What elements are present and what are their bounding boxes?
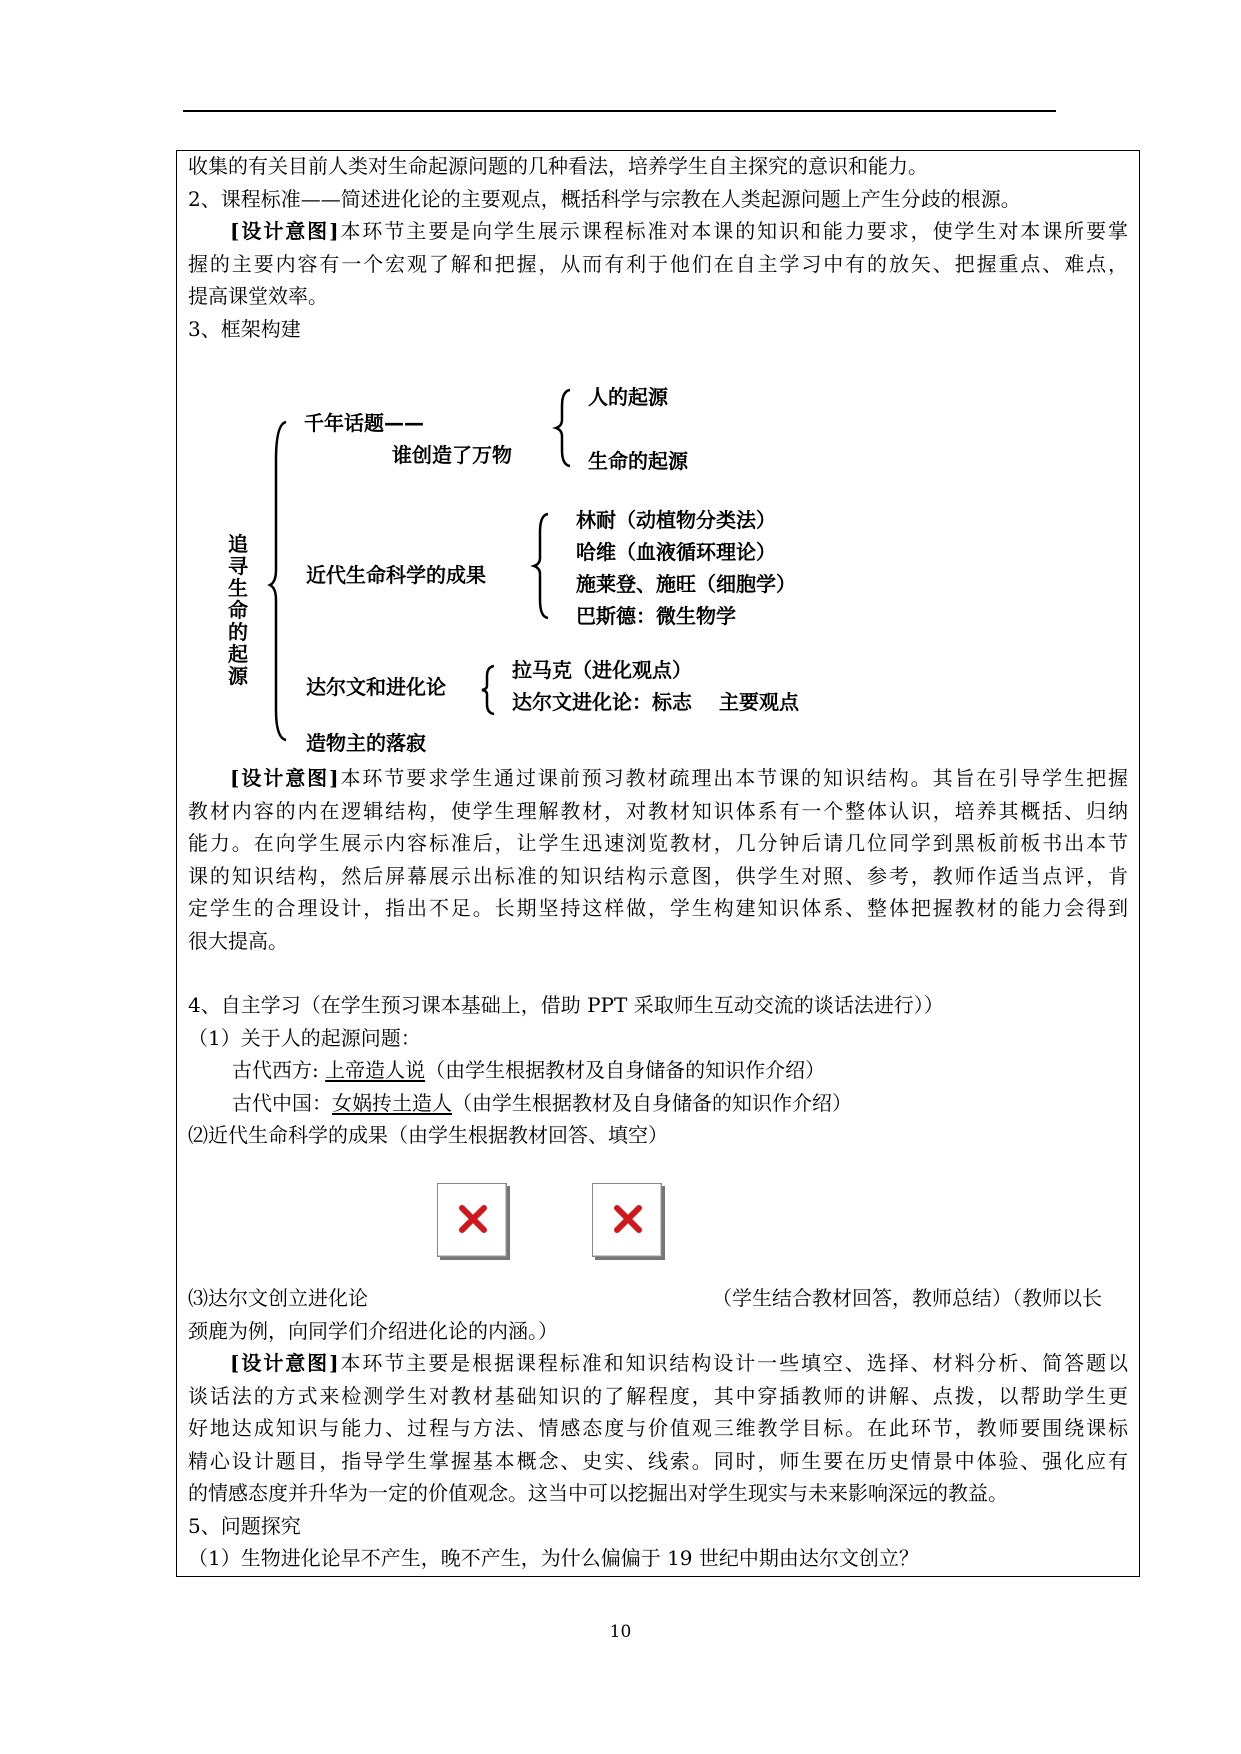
paragraph-line: 的情感态度并升华为一定的价值观念。这当中可以挖掘出对学生现实与未来影响深远的教益。 — [188, 1481, 1008, 1505]
question-line: ⑶达尔文创立进化论 — [188, 1286, 368, 1310]
design-intent-paragraph: [设计意图]本环节主要是向学生展示课程标准对本课的知识和能力要求，使学生对本课所要掌 — [230, 219, 1128, 243]
header-rule — [183, 110, 1056, 112]
answer-line-china: 古代中国：女娲抟土造人（由学生根据教材及自身储备的知识作介绍） — [232, 1091, 852, 1115]
paragraph-line: 收集的有关目前人类对生命起源问题的几种看法，培养学生自主探究的意识和能力。 — [188, 154, 928, 178]
brace-icon — [534, 512, 552, 620]
leaf-life-origin: 生命的起源 — [588, 449, 688, 473]
paragraph-line: 好地达成知识与能力、过程与方法、情感态度与价值观三维教学目标。在此环节，教师要围绕课标 — [188, 1416, 1128, 1440]
brace-icon — [556, 388, 574, 468]
broken-image-icon — [612, 1203, 644, 1235]
diagram-root-label: 追 寻 生 命 的 起 源 — [228, 532, 248, 688]
question-line: ⑵近代生命科学的成果（由学生根据教材回答、填空） — [188, 1123, 668, 1147]
leaf-human-origin: 人的起源 — [588, 385, 668, 409]
paragraph-line: 教材内容的内在逻辑结构，使学生理解教材，对教材知识体系有一个整体认识，培养其概括、归纳 — [188, 799, 1128, 823]
paragraph-line: 定学生的合理设计，指出不足。长期坚持这样做，学生构建知识体系、整体把握教材的能力会得到 — [188, 896, 1128, 920]
leaf-pasteur: 巴斯德：微生物学 — [576, 604, 736, 628]
section-heading: 4、自主学习（在学生预习课本基础上，借助 PPT 采取师生互动交流的谈话法进行）） — [188, 993, 944, 1017]
design-intent-paragraph: [设计意图]本环节主要是根据课程标准和知识结构设计一些填空、选择、材料分析、简答题以 — [230, 1351, 1128, 1375]
design-intent-paragraph: [设计意图]本环节要求学生通过课前预习教材疏理出本节课的知识结构。其旨在引导学生把握 — [230, 766, 1128, 790]
leaf-lamarck: 拉马克（进化观点） — [512, 658, 692, 682]
leaf-darwin-theory: 达尔文进化论：标志 主要观点 — [512, 690, 799, 714]
paragraph-line: 握的主要内容有一个宏观了解和把握，从而有利于他们在自主学习中有的放矢、把握重点、难点， — [188, 252, 1128, 276]
broken-image-placeholder — [592, 1183, 662, 1257]
paragraph-line: 谈话法的方式来检测学生对教材基础知识的了解程度，其中穿插教师的讲解、点拨，以帮助学生更 — [188, 1384, 1128, 1408]
answer-line-west: 古代西方: 上帝造人说（由学生根据教材及自身储备的知识作介绍） — [232, 1058, 826, 1082]
branch-darwin-evolution: 达尔文和进化论 — [306, 675, 446, 699]
leaf-schleiden-schwann: 施莱登、施旺（细胞学） — [576, 572, 796, 596]
branch-modern-life-science: 近代生命科学的成果 — [306, 563, 486, 587]
design-intent-tag: [设计意图] — [230, 219, 339, 243]
branch-who-created: 谁创造了万物 — [392, 443, 512, 467]
section-heading: 5、问题探究 — [188, 1514, 301, 1538]
answer-blank-china: 女娲抟土造人 — [332, 1091, 452, 1115]
paragraph-line: 能力。在向学生展示内容标准后，让学生迅速浏览教材，几分钟后请几位同学到黑板前板书出本节 — [188, 831, 1128, 855]
big-brace-icon — [270, 420, 290, 740]
question-line: （1）生物进化论早不产生，晚不产生，为什么偏偏于 19 世纪中期由达尔文创立？ — [188, 1546, 919, 1570]
leaf-linnaeus: 林耐（动植物分类法） — [576, 508, 776, 532]
branch-creator-decline: 造物主的落寂 — [306, 731, 426, 755]
section-heading: 3、框架构建 — [188, 317, 301, 341]
design-intent-tag: [设计意图] — [230, 1351, 339, 1375]
answer-blank-west: 上帝造人说 — [325, 1058, 426, 1082]
brace-icon — [482, 664, 498, 716]
paragraph-line: 精心设计题目，指导学生掌握基本概念、史实、线索。同时，师生要在历史情景中体验、强化应有 — [188, 1449, 1128, 1473]
paragraph-line: 颈鹿为例，向同学们介绍进化论的内涵。） — [188, 1319, 558, 1343]
broken-image-placeholder — [437, 1183, 507, 1257]
page-number: 10 — [609, 1622, 632, 1642]
paragraph-line: 很大提高。 — [188, 929, 288, 953]
leaf-harvey: 哈维（血液循环理论） — [576, 540, 776, 564]
design-intent-tag: [设计意图] — [230, 766, 339, 790]
paragraph-line: 提高课堂效率。 — [188, 284, 328, 308]
broken-image-icon — [457, 1203, 489, 1235]
question-line: （1）关于人的起源问题： — [188, 1026, 421, 1050]
question-note: （学生结合教材回答，教师总结）（教师以长 — [712, 1286, 1102, 1310]
paragraph-line: 课的知识结构，然后屏幕展示出标准的知识结构示意图，供学生对照、参考，教师作适当点评，肯 — [188, 864, 1128, 888]
course-standard-line: 2、课程标准——简述进化论的主要观点，概括科学与宗教在人类起源问题上产生分歧的根源。 — [188, 187, 1021, 211]
branch-millennium-topic: 千年话题—— — [304, 411, 424, 435]
